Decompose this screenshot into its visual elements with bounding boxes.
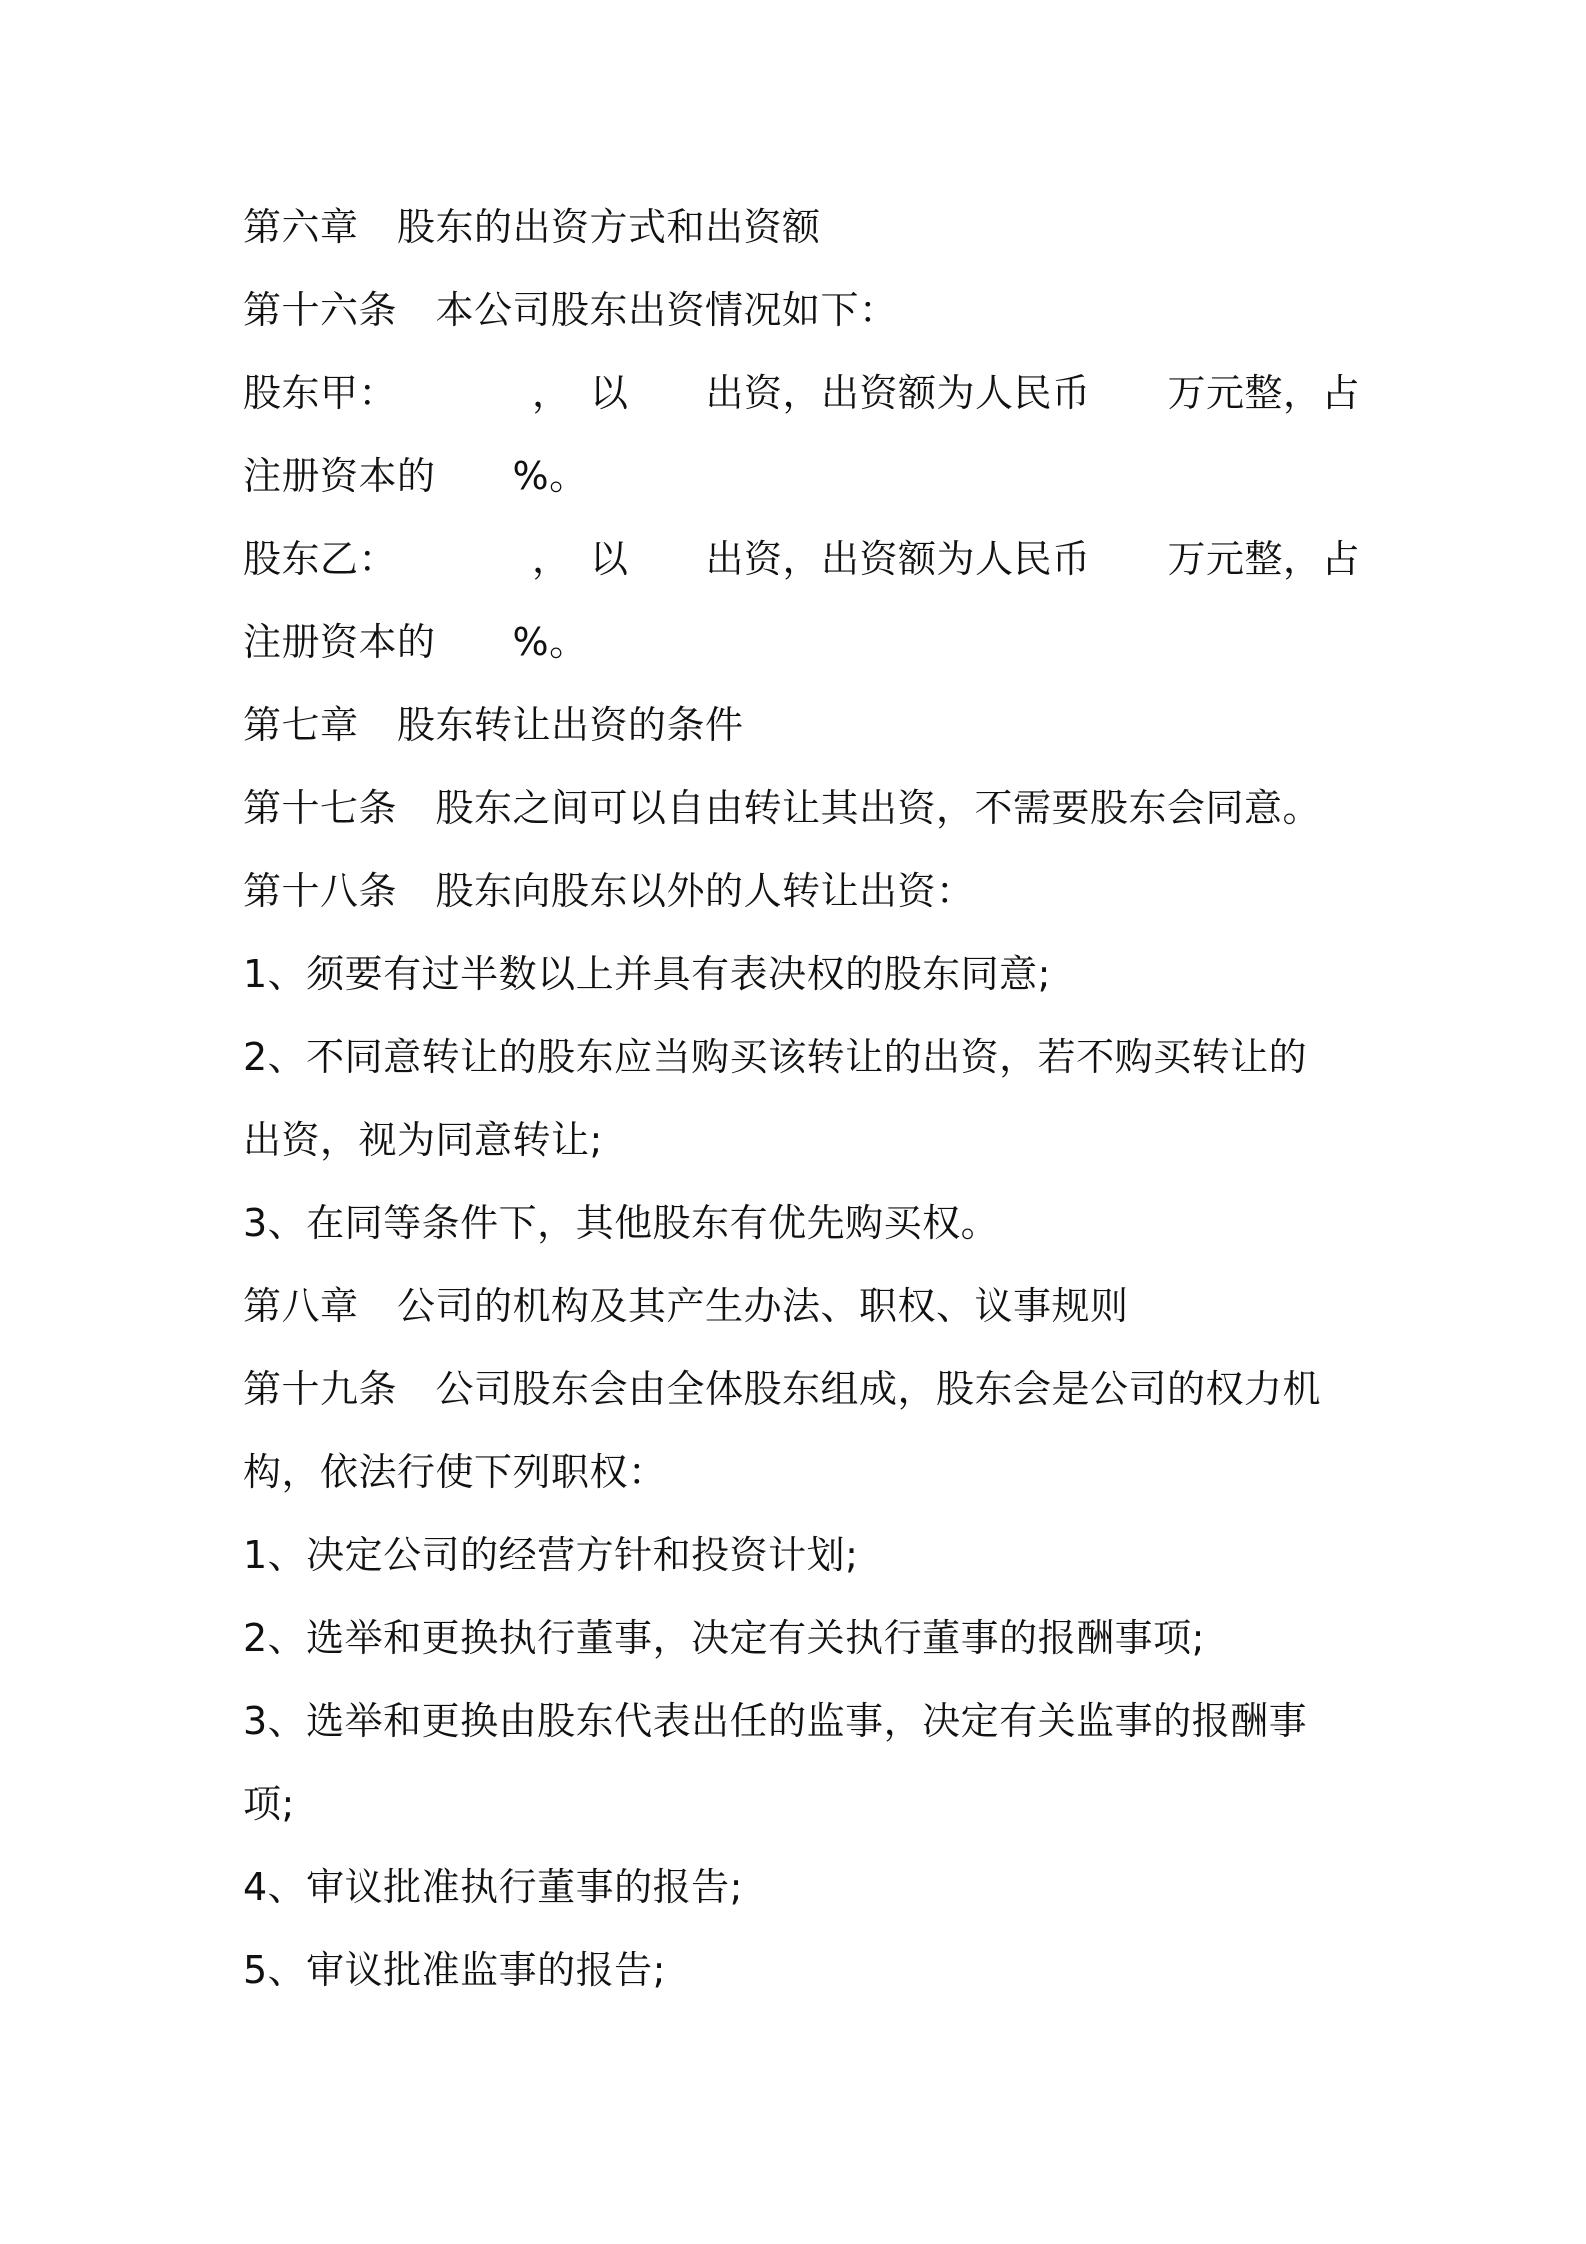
article-19-item-5: 5、审议批准监事的报告; — [243, 1948, 666, 1992]
article-18-item-1: 1、须要有过半数以上并具有表决权的股东同意; — [243, 952, 1051, 996]
article-19-item-2: 2、选举和更换执行董事，决定有关执行董事的报酬事项; — [243, 1616, 1205, 1660]
article-19-line-2: 构，依法行使下列职权： — [243, 1450, 667, 1494]
article-17: 第十七条 股东之间可以自由转让其出资，不需要股东会同意。 — [243, 786, 1322, 830]
article-19-item-3-line-1: 3、选举和更换由股东代表出任的监事，决定有关监事的报酬事 — [243, 1699, 1308, 1743]
shareholder-a-line-1: 股东甲： ， 以 出资，出资额为人民币 万元整，占 — [243, 371, 1361, 415]
article-16: 第十六条 本公司股东出资情况如下： — [243, 288, 898, 332]
shareholder-a-line-2: 注册资本的 %。 — [243, 454, 588, 498]
article-19-item-4: 4、审议批准执行董事的报告; — [243, 1865, 743, 1909]
article-18-item-2-line-1: 2、不同意转让的股东应当购买该转让的出资，若不购买转让的 — [243, 1035, 1308, 1079]
article-18-item-2-line-2: 出资，视为同意转让; — [243, 1118, 603, 1162]
article-18: 第十八条 股东向股东以外的人转让出资： — [243, 869, 975, 913]
article-19-item-1: 1、决定公司的经营方针和投资计划; — [243, 1533, 859, 1577]
chapter-8-heading: 第八章 公司的机构及其产生办法、职权、议事规则 — [243, 1284, 1129, 1328]
article-19-line-1: 第十九条 公司股东会由全体股东组成，股东会是公司的权力机 — [243, 1367, 1322, 1411]
chapter-6-heading: 第六章 股东的出资方式和出资额 — [243, 205, 821, 249]
shareholder-b-line-2: 注册资本的 %。 — [243, 620, 588, 664]
shareholder-b-line-1: 股东乙： ， 以 出资，出资额为人民币 万元整，占 — [243, 537, 1361, 581]
chapter-7-heading: 第七章 股东转让出资的条件 — [243, 703, 744, 747]
article-18-item-3: 3、在同等条件下，其他股东有优先购买权。 — [243, 1201, 1000, 1245]
article-19-item-3-line-2: 项; — [243, 1782, 295, 1826]
